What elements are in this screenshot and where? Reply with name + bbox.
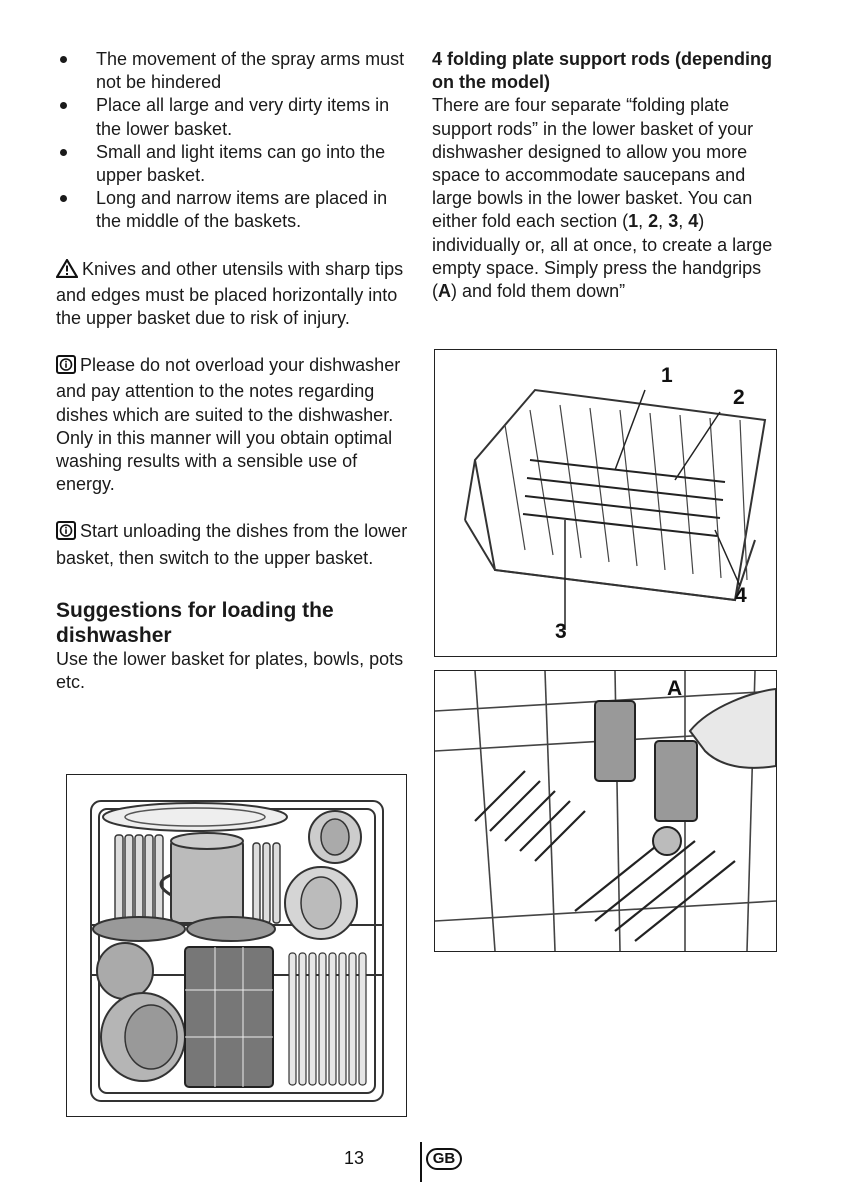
rack-drawing: [435, 350, 776, 656]
section-ref-1: 1: [628, 211, 639, 232]
paragraph-text: ) and fold them down”: [451, 281, 626, 302]
folding-rods-rack-illustration: [434, 349, 777, 657]
warning-text: Knives and other utensils with sharp tips and edges must be placed horizontally into the upper basket due to risk of injury.: [56, 258, 404, 329]
rod-label-2: 2: [733, 386, 745, 409]
loaded-basket-drawing: [67, 775, 406, 1116]
section-ref-2: 2: [648, 211, 659, 232]
loading-rules-list: [56, 48, 408, 234]
paragraph-text: ) individually or, all at once, to create a large empty space. Simply press the handgrips (: [432, 211, 773, 302]
info-note-overload: [56, 354, 408, 496]
page-number: 13: [343, 1148, 364, 1168]
loaded-basket-illustration: [66, 774, 407, 1117]
handgrip-label-a: A: [667, 677, 683, 700]
list-item: Place all large and very dirty items in the lower basket.: [56, 94, 408, 140]
info-note-unloading: [56, 520, 408, 569]
section-heading: Suggestions for loading the dishwasher: [56, 598, 334, 647]
section-ref-3: 3: [668, 211, 679, 232]
handgrip-ref-a: A: [438, 281, 451, 302]
info-text: Start unloading the dishes from the lower basket, then switch to the upper basket.: [56, 521, 408, 568]
folding-rods-paragraph: [432, 94, 782, 303]
footer-divider: [420, 1142, 422, 1182]
list-item: Long and narrow items are placed in the middle of the baskets.: [56, 187, 408, 233]
list-item: Small and light items can go into the upper basket.: [56, 141, 408, 187]
warning-note: [56, 258, 408, 331]
handgrip-drawing: [435, 671, 776, 951]
separator: ,: [638, 211, 649, 232]
section-body: Use the lower basket for plates, bowls, pots etc.: [56, 648, 404, 693]
section-ref-4: 4: [688, 211, 699, 232]
separator: ,: [678, 211, 689, 232]
info-icon: [56, 355, 76, 380]
rod-label-4: 4: [735, 584, 747, 607]
list-item: The movement of the spray arms must not be hindered: [56, 48, 408, 94]
info-text: Please do not overload your dishwasher and pay attention to the notes regarding dishes which are suited to the dishwasher. Only in this manner will you obtain optimal washing results with a sensible use of energy.: [56, 355, 401, 495]
country-badge: GB: [426, 1148, 462, 1170]
info-icon: [56, 521, 76, 546]
right-column: [432, 48, 782, 303]
separator: ,: [658, 211, 669, 232]
subsection-heading: 4 folding plate support rods (depending on the model): [432, 49, 772, 93]
paragraph-text: There are four separate “folding plate support rods” in the lower basket of your dishwasher designed to allow you more space to accommodate saucepans and large bowls in the lower basket. You can either fold each section (: [432, 95, 754, 232]
left-column: [56, 48, 408, 694]
handgrip-illustration: [434, 670, 777, 952]
rod-label-3: 3: [555, 620, 567, 643]
rod-label-1: 1: [661, 364, 673, 387]
warning-icon: [56, 259, 78, 284]
